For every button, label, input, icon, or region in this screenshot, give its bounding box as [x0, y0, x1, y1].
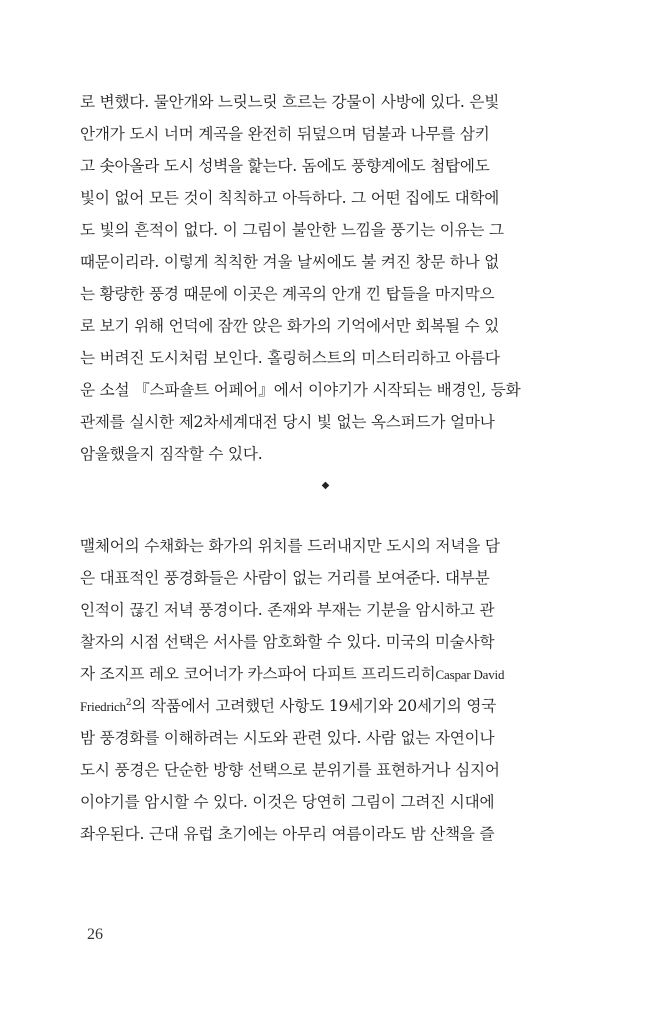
text-line: 빛이 없어 모든 것이 칙칙하고 아득하다. 그 어떤 집에도 대학에	[80, 189, 500, 207]
text-line: 암울했을지 짐작할 수 있다.	[80, 445, 263, 463]
text-line: 때문이리라. 이렇게 칙칙한 겨울 날씨에도 불 켜진 창문 하나 없	[80, 253, 500, 271]
text-line: 이야기를 암시할 수 있다. 이것은 당연히 그림이 그려진 시대에	[80, 793, 495, 811]
text-line: 맬체어의 수채화는 화가의 위치를 드러내지만 도시의 저녁을 담	[80, 537, 500, 555]
text-line: 로 변했다. 물안개와 느릿느릿 흐르는 강물이 사방에 있다. 은빛	[80, 93, 500, 111]
paragraph-1	[80, 86, 575, 470]
text-line: 인적이 끊긴 저녁 풍경이다. 존재와 부재는 기분을 암시하고 관	[80, 601, 495, 619]
text-line: 고 솟아올라 도시 성벽을 핥는다. 돔에도 풍향계에도 첨탑에도	[80, 157, 490, 175]
footnote-marker[interactable]: 2	[125, 697, 132, 708]
page-number: 26	[87, 926, 103, 943]
text-line-with-footnote	[80, 690, 575, 722]
text-line: 안개가 도시 너머 계곡을 완전히 뒤덮으며 덤불과 나무를 삼키	[80, 125, 490, 143]
text-line: 관제를 실시한 제2차세계대전 당시 빛 없는 옥스퍼드가 얼마나	[80, 413, 495, 431]
text-line: 로 보기 위해 언덕에 잠깐 앉은 화가의 기억에서만 회복될 수 있	[80, 317, 500, 335]
latin-name: Friedrich	[80, 699, 126, 714]
text-line: 은 대표적인 풍경화들은 사람이 없는 거리를 보여준다. 대부분	[80, 569, 490, 587]
text-line: 밤 풍경화를 이해하려는 시도와 관련 있다. 사람 없는 자연이나	[80, 729, 495, 747]
korean-text: 자 조지프 레오 코어너가 카스파어 다피트 프리드리히	[80, 665, 436, 683]
text-line: 는 황량한 풍경 때문에 이곳은 계곡의 안개 낀 탑들을 마지막으	[80, 285, 495, 303]
text-line: 좌우된다. 근대 유럽 초기에는 아무리 여름이라도 밤 산책을 즐	[80, 825, 495, 843]
korean-text: 의 작품에서 고려했던 사항도 19세기와 20세기의 영국	[131, 697, 497, 715]
text-line: 는 버려진 도시처럼 보인다. 홀링허스트의 미스터리하고 아름다	[80, 349, 500, 367]
latin-name: Caspar David	[435, 667, 505, 682]
text-line: 도 빛의 흔적이 없다. 이 그림이 불안한 느낌을 풍기는 이유는 그	[80, 221, 504, 239]
paragraph-2	[80, 530, 575, 850]
section-break-ornament: ◆	[321, 480, 330, 491]
text-line-with-latin-name	[80, 658, 575, 690]
text-line: 도시 풍경은 단순한 방향 선택으로 분위기를 표현하거나 심지어	[80, 761, 500, 779]
text-line: 찰자의 시점 선택은 서사를 암호화할 수 있다. 미국의 미술사학	[80, 633, 495, 651]
text-line: 운 소설 『스파숄트 어페어』에서 이야기가 시작되는 배경인, 등화	[80, 381, 521, 399]
